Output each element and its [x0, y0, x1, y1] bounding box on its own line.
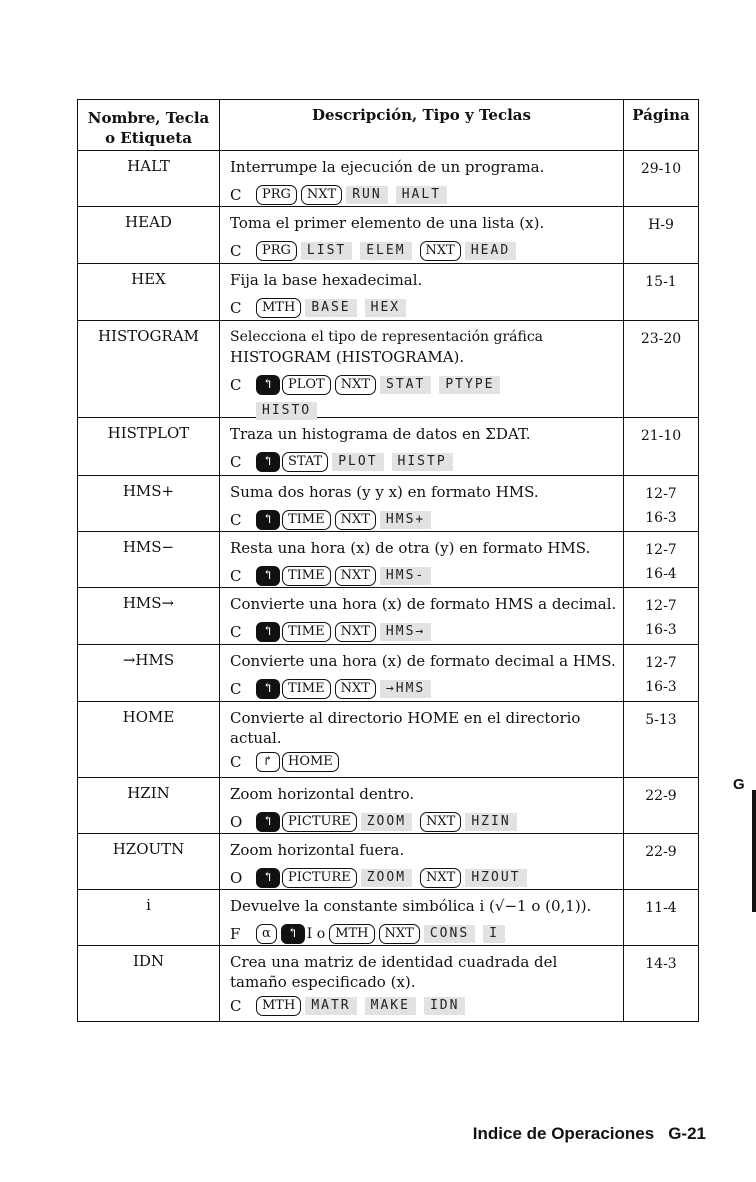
op-description: Toma el primer elemento de una lista (x). — [230, 214, 545, 232]
op-type: F — [230, 925, 241, 943]
left-shift-key-icon: ↰ — [256, 679, 280, 699]
page-ref: 16-3 — [645, 622, 677, 638]
key: NXT — [335, 566, 376, 586]
op-type: C — [230, 511, 242, 529]
key: NXT — [335, 375, 376, 395]
key: STAT — [282, 452, 328, 472]
table-row — [78, 417, 698, 475]
page-ref: 11-4 — [645, 900, 677, 916]
table-row — [78, 475, 698, 531]
header-page: Página — [632, 106, 690, 124]
op-description: Traza un histograma de datos en ΣDAT. — [230, 425, 531, 443]
op-name: HALT — [78, 151, 220, 206]
menu-label: HMS- — [380, 567, 431, 585]
page-ref: 14-3 — [645, 956, 677, 972]
op-description: Devuelve la constante simbólica i (√−1 o (0,1)). — [230, 897, 592, 915]
op-type: C — [230, 997, 242, 1015]
op-name: HMS− — [78, 532, 220, 587]
key: HOME — [282, 752, 339, 772]
menu-label: HMS→ — [380, 623, 431, 641]
key: PICTURE — [282, 868, 357, 888]
op-name: HZOUTN — [78, 834, 220, 889]
page-ref: 5-13 — [645, 712, 677, 728]
key: PRG — [256, 241, 297, 261]
table-row — [78, 263, 698, 320]
menu-label: PTYPE — [439, 376, 500, 394]
menu-label: STAT — [380, 376, 431, 394]
left-shift-key-icon: ↰ — [256, 622, 280, 642]
header-name: Nombre, Tecla o Etiqueta — [78, 100, 220, 150]
table-row — [78, 945, 698, 1021]
op-description: Suma dos horas (y y x) en formato HMS. — [230, 483, 539, 501]
op-name: i — [78, 890, 220, 945]
op-description-cont: HISTOGRAM (HISTOGRAMA). — [230, 348, 465, 366]
page-ref: 12-7 — [645, 655, 677, 671]
op-description: Crea una matriz de identidad cuadrada del — [230, 953, 558, 971]
left-shift-key-icon: ↰ — [256, 452, 280, 472]
key: NXT — [301, 185, 342, 205]
key: TIME — [282, 679, 331, 699]
menu-label: CONS — [424, 925, 475, 943]
page-ref: 23-20 — [640, 331, 682, 347]
key: NXT — [335, 622, 376, 642]
alpha-key: α — [256, 924, 277, 944]
key: MTH — [256, 996, 301, 1016]
op-name: HISTPLOT — [78, 418, 220, 475]
menu-label: MATR — [305, 997, 356, 1015]
op-type: C — [230, 753, 242, 771]
menu-label: IDN — [424, 997, 465, 1015]
key: NXT — [420, 241, 461, 261]
key: TIME — [282, 566, 331, 586]
table-row — [78, 644, 698, 701]
key: NXT — [335, 510, 376, 530]
table-row — [78, 587, 698, 644]
op-type: C — [230, 376, 242, 394]
key: NXT — [420, 812, 461, 832]
key: TIME — [282, 622, 331, 642]
op-name: HOME — [78, 702, 220, 777]
menu-label: LIST — [301, 242, 352, 260]
left-shift-key-icon: ↰ — [256, 868, 280, 888]
header-description: Descripción, Tipo y Teclas — [220, 100, 624, 150]
op-description: Selecciona el tipo de representación gráfica — [230, 329, 544, 345]
menu-label: HISTO — [256, 402, 317, 420]
menu-label: HISTP — [392, 453, 453, 471]
op-description: Convierte una hora (x) de formato decimal a HMS. — [230, 652, 616, 670]
operations-table — [77, 99, 699, 1022]
right-shift-key-icon: ↱ — [256, 752, 280, 772]
page-ref: 12-7 — [645, 542, 677, 558]
op-type: C — [230, 680, 242, 698]
table-row — [78, 701, 698, 777]
footer-page-number: G-21 — [668, 1124, 706, 1143]
menu-label: BASE — [305, 299, 356, 317]
op-name: HMS+ — [78, 476, 220, 531]
op-type: O — [230, 869, 243, 887]
op-name: HZIN — [78, 778, 220, 833]
menu-label: MAKE — [365, 997, 416, 1015]
menu-label: ZOOM — [361, 869, 412, 887]
table-row — [78, 531, 698, 587]
op-type: C — [230, 567, 242, 585]
op-name: HEAD — [78, 207, 220, 263]
page-ref: 22-9 — [645, 844, 677, 860]
page-ref: 12-7 — [645, 486, 677, 502]
table-row — [78, 889, 698, 945]
page-ref: 22-9 — [645, 788, 677, 804]
op-description: Interrumpe la ejecución de un programa. — [230, 158, 545, 176]
footer-title: Indice de Operaciones — [472, 1124, 655, 1143]
left-shift-key-icon: ↰ — [256, 812, 280, 832]
page-ref: 15-1 — [645, 274, 677, 290]
menu-label: HZOUT — [465, 869, 526, 887]
table-row — [78, 150, 698, 206]
left-shift-key-icon: ↰ — [256, 375, 280, 395]
left-shift-key-icon: ↰ — [256, 510, 280, 530]
table-header — [78, 100, 698, 150]
menu-label: RUN — [346, 186, 387, 204]
table-row — [78, 320, 698, 417]
key: PRG — [256, 185, 297, 205]
page-ref: 21-10 — [640, 428, 682, 444]
page-ref: 16-3 — [645, 510, 677, 526]
menu-label: ELEM — [360, 242, 411, 260]
left-shift-key-icon: ↰ — [281, 924, 305, 944]
table-row — [78, 777, 698, 833]
menu-label: ZOOM — [361, 813, 412, 831]
op-name: HEX — [78, 264, 220, 320]
left-shift-key-icon: ↰ — [256, 566, 280, 586]
page-ref: 16-4 — [645, 566, 677, 582]
key-text: I o — [306, 926, 326, 942]
menu-label: →HMS — [380, 680, 431, 698]
table-row — [78, 206, 698, 263]
op-type: O — [230, 813, 243, 831]
op-type: C — [230, 242, 242, 260]
page-footer — [473, 1124, 706, 1144]
key: MTH — [256, 298, 301, 318]
menu-label: HEAD — [465, 242, 516, 260]
op-description: Zoom horizontal dentro. — [230, 785, 415, 803]
key: NXT — [420, 868, 461, 888]
page-ref: H-9 — [648, 217, 674, 233]
section-tab-bar — [752, 790, 756, 912]
menu-label: HZIN — [465, 813, 516, 831]
menu-label: HMS+ — [380, 511, 431, 529]
op-description: Convierte una hora (x) de formato HMS a decimal. — [230, 595, 617, 613]
key: TIME — [282, 510, 331, 530]
menu-label: HEX — [365, 299, 406, 317]
op-name: IDN — [78, 946, 220, 1021]
op-type: C — [230, 453, 242, 471]
key: PICTURE — [282, 812, 357, 832]
menu-label: PLOT — [332, 453, 383, 471]
menu-label: I — [483, 925, 505, 943]
key: MTH — [329, 924, 374, 944]
page-ref: 12-7 — [645, 598, 677, 614]
key: NXT — [335, 679, 376, 699]
op-description: Zoom horizontal fuera. — [230, 841, 405, 859]
op-description: Convierte al directorio HOME en el directorio — [230, 709, 581, 727]
op-type: C — [230, 299, 242, 317]
op-name: →HMS — [78, 645, 220, 701]
op-description: Fija la base hexadecimal. — [230, 271, 423, 289]
op-type: C — [230, 623, 242, 641]
key: NXT — [379, 924, 420, 944]
op-description-cont: actual. — [230, 729, 282, 747]
key: PLOT — [282, 375, 331, 395]
page-ref: 16-3 — [645, 679, 677, 695]
table-row — [78, 833, 698, 889]
op-description: Resta una hora (x) de otra (y) en formato HMS. — [230, 539, 591, 557]
op-type: C — [230, 186, 242, 204]
section-tab-letter: G — [733, 776, 745, 793]
menu-label: HALT — [396, 186, 447, 204]
op-name: HMS→ — [78, 588, 220, 644]
page-ref: 29-10 — [640, 161, 682, 177]
op-name: HISTOGRAM — [78, 321, 220, 417]
op-description-cont: tamaño especificado (x). — [230, 973, 416, 991]
